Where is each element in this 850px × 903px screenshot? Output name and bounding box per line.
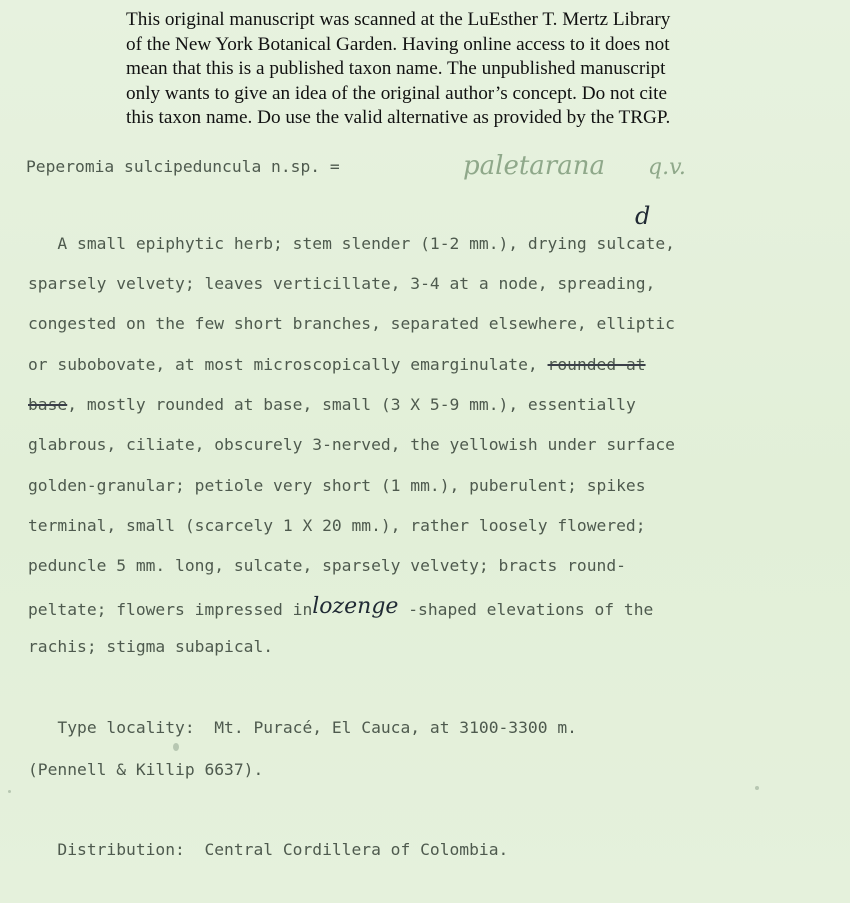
ink-speck [755,786,759,790]
notice-line: mean that this is a published taxon name. The unpublished manuscript [126,58,666,79]
struck-text: rounded at [547,355,646,374]
description-text: -shaped elevations of the [398,600,654,619]
description-text: or subobovate, at most microscopically emarginulate, [28,355,538,374]
description-line [28,596,653,621]
ink-speck [173,743,179,751]
description-text: , mostly rounded at base, small (3 X 5-9 mm.), essentially [67,395,636,414]
description-line: congested on the few short branches, separated elsewhere, elliptic [28,314,675,333]
notice-line: This original manuscript was scanned at the LuEsther T. Mertz Library [126,9,671,30]
description-line: sparsely velvety; leaves verticillate, 3-4 at a node, spreading, [28,274,656,293]
notice-line: this taxon name. Do use the valid alternative as provided by the TRGP. [126,107,671,128]
description-line: terminal, small (scarcely 1 X 20 mm.), rather loosely flowered; [28,516,646,535]
type-locality-line: (Pennell & Killip 6637). [28,760,264,779]
description-line [28,395,636,414]
type-locality-line: Type locality: Mt. Puracé, El Cauca, at 3100-3300 m. [28,718,577,737]
distribution-line: Distribution: Central Cordillera of Colombia. [28,840,509,859]
description-line [28,355,646,374]
handwritten-insert-d: d [635,202,651,230]
description-line: glabrous, ciliate, obscurely 3-nerved, the yellowish under surface [28,435,675,454]
species-heading [26,151,826,195]
handwritten-lozenge: lozenge [312,594,399,619]
description-line: A small epiphytic herb; stem slender (1-2 mm.), drying sulcate, [28,234,675,253]
library-notice [126,8,766,131]
notice-line: of the New York Botanical Garden. Having online access to it does not [126,33,670,55]
description-line: golden-granular; petiole very short (1 mm.), puberulent; spikes [28,476,646,495]
notice-line: only wants to give an idea of the original author’s concept. Do not cite [126,82,668,104]
handwritten-qv: q.v. [648,155,686,180]
type-locality-section [28,718,828,788]
species-name: Peperomia sulcipeduncula n.sp. = [26,157,340,176]
description-text: peltate; flowers impressed in [28,600,313,619]
ink-speck [8,790,11,793]
struck-text: base [28,395,68,414]
description-line: peduncle 5 mm. long, sulcate, sparsely velvety; bracts round- [28,556,626,575]
description-line: rachis; stigma subapical. [28,637,274,656]
distribution-section [28,840,828,870]
handwritten-synonym: paletarana [463,151,605,181]
species-description [28,202,843,664]
